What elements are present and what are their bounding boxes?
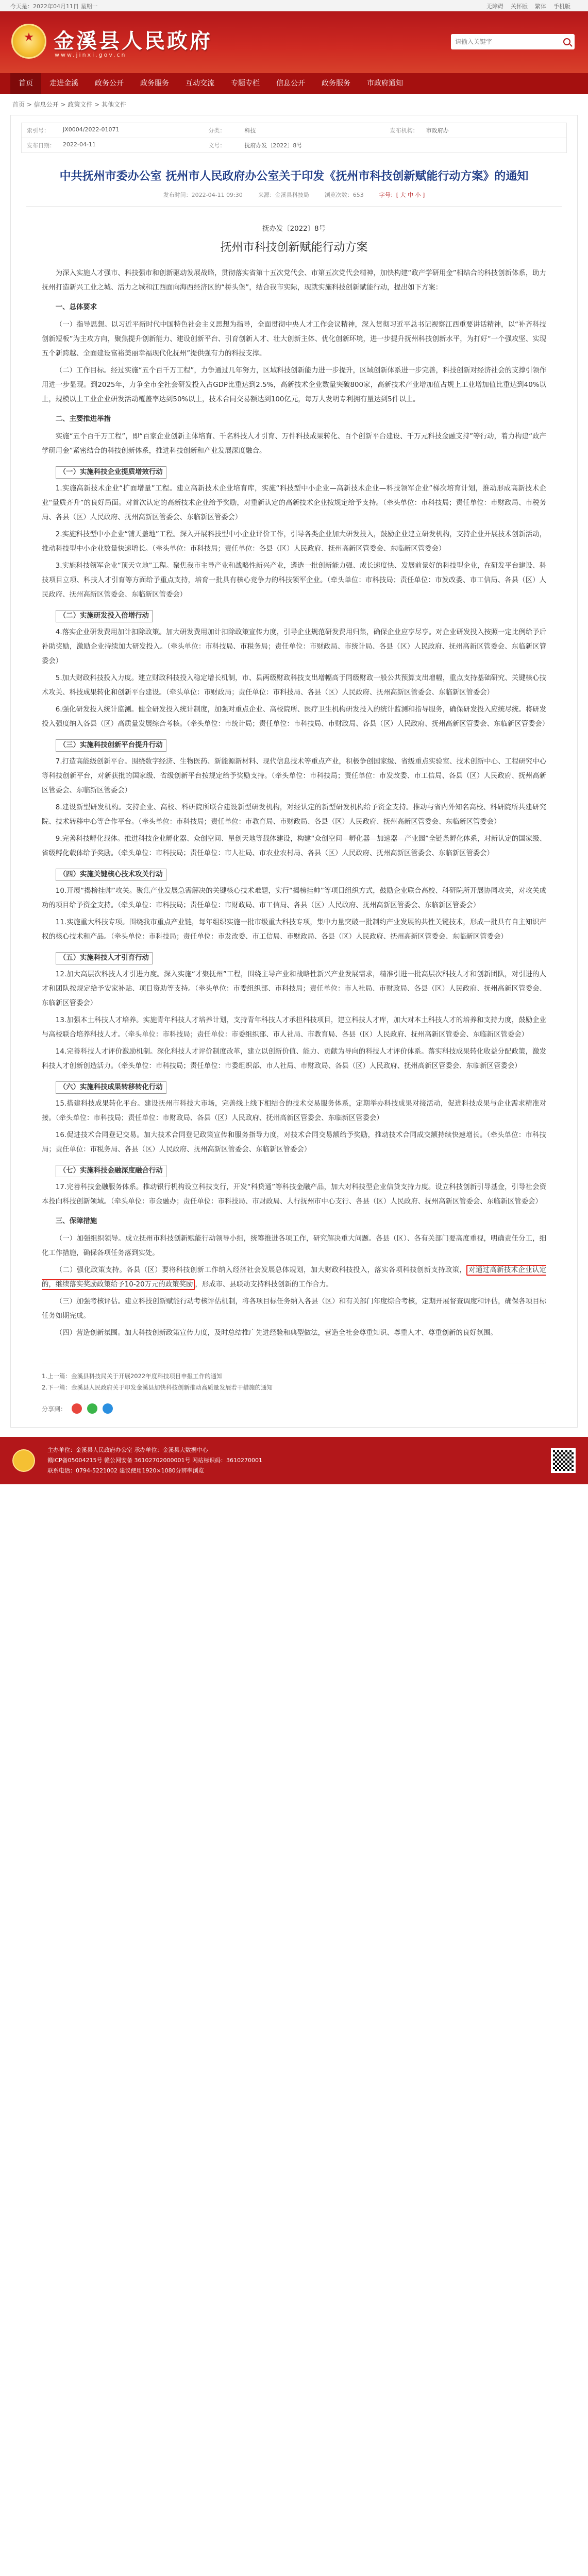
- site-footer: [0, 1437, 588, 1484]
- site-header: [0, 11, 588, 73]
- paragraph-text: 9.完善科技孵化载体。推进科技企业孵化器、众创空间、星创天地等载体建设，构建“众创空间—孵化器—加速器—产业园”全链条孵化体系，对新认定的国家级、省级孵化载体给予奖励。（牵头单位：市科技局；责任单位：市人社局、市农业农村局、各县（区）人民政府、抚州高新区管委会、东临新区管委会）: [42, 835, 546, 858]
- article-content: [11, 207, 577, 1359]
- meta-value: 市政府办: [426, 127, 449, 134]
- paragraph: [42, 1180, 546, 1209]
- meta-key: 分类：: [208, 127, 226, 134]
- top-link[interactable]: 繁体: [535, 3, 546, 10]
- paragraph: [42, 1045, 546, 1074]
- section-heading: 一、总体要求: [55, 303, 97, 312]
- top-link[interactable]: 手机版: [553, 3, 570, 10]
- search-icon[interactable]: [563, 38, 570, 45]
- related-link[interactable]: 2.下一篇：金溪县人民政府关于印发金溪县加快科技创新推动高质量发展若干措施的通知: [42, 1384, 273, 1392]
- paragraph: [42, 832, 546, 861]
- paragraph-text: 8.建设新型研发机构。支持企业、高校、科研院所联合建设新型研发机构，对经认定的新型研发机构给予资金支持。推动与省内外知名高校、科研院所共建研究院、技术转移中心等合作平台。（牵头单位：市科技局；责任单位：市教育局、市财政局、各县（区）人民政府、抚州高新区管委会、东临新区管委会）: [42, 804, 546, 826]
- meta-key: 发布日期：: [27, 142, 55, 149]
- paragraph: [42, 801, 546, 829]
- paragraph: [42, 1295, 546, 1324]
- nav-item[interactable]: 首页: [10, 73, 41, 94]
- subsection-heading: （二）实施研发投入倍增行动: [56, 610, 153, 622]
- subsection-heading: （三）实施科技创新平台提升行动: [56, 739, 166, 752]
- paragraph-text: 3.实施科技领军企业“顶天立地”工程。聚焦我市主导产业和战略性新兴产业，遴选一批创新能力强、成长速度快、发展前景好的科技型企业，在研发平台建设、科技项目立项、科技人才引育等方面给予重点支持，培育一批具有核心竞争力的科技领军企业。（牵头单位：市科技局；责任单位：市发改委、市工信局、各县（区）人民政府、抚州高新区管委会、东临新区管委会）: [42, 562, 546, 599]
- section-heading: 二、主要推进举措: [55, 415, 111, 423]
- paragraph: [42, 1232, 546, 1261]
- paragraph-text: 1.实施高新技术企业“扩面增量”工程。建立高新技术企业培育库，实施“科技型中小企业—高新技术企业—科技领军企业”梯次培育计划，推动形成高新技术企业“量质齐升”的良好局面。对首次认定的高新技术企业给予奖励，对重新认定的高新技术企业按规定给予支持。（牵头单位：市科技局；责任单位：市财政局、市税务局、各县（区）人民政府、抚州高新区管委会、东临新区管委会）: [42, 485, 546, 522]
- paragraph-text: （一）加强组织领导。成立抚州市科技创新赋能行动领导小组，统筹推进各项工作，研究解决重大问题。各县（区）、各有关部门要高度重视，明确责任分工，细化工作措施，确保各项任务落到实处。: [42, 1235, 546, 1258]
- paragraph: [42, 755, 546, 798]
- meta-value: 科技: [244, 127, 256, 134]
- paragraph: [42, 884, 546, 913]
- paragraph: [42, 266, 546, 295]
- footer-line: 赣ICP备05004215号 赣公网安备 36102702000001号 网站标识码：3610270001: [47, 1457, 262, 1464]
- paragraph: [42, 1263, 546, 1292]
- qq-icon[interactable]: [103, 1403, 113, 1414]
- footer-line: 联系电话：0794-5221002 建议使用1920×1080分辨率浏览: [47, 1467, 204, 1475]
- meta-key: 文号：: [208, 142, 226, 149]
- paragraph-text: 10.开展“揭榜挂帅”攻关。聚焦产业发展急需解决的关键核心技术难题，实行“揭榜挂帅”等项目组织方式，鼓励企业联合高校、科研院所开展协同攻关，对攻关成功的项目给予资金支持。（牵头单位：市科技局；责任单位：市财政局、市工信局、各县（区）人民政府、抚州高新区管委会、东临新区管委会）: [42, 887, 546, 910]
- paragraph-text: ，形成市、县联动支持科技创新的工作合力。: [195, 1281, 333, 1289]
- view-count: 浏览次数：653: [324, 192, 364, 199]
- search-box: [451, 34, 575, 49]
- subsection-heading: （五）实施科技人才引育行动: [56, 952, 153, 964]
- meta-key: [390, 141, 426, 149]
- paragraph-text: （一）指导思想。以习近平新时代中国特色社会主义思想为指导，全面贯彻中央人才工作会议精神，深入贯彻习近平总书记视察江西重要讲话精神，以“补齐科技创新短板”为主攻方向，聚焦提升创新能力、建设创新平台、引育创新人才、壮大创新主体、优化创新环境，进一步提升抚州科技创新水平，为打好“一个强攻坚、实现五个新跨越、全面建设富裕美丽幸福现代化抚州”提供强有力的科技支撑。: [42, 321, 546, 358]
- article-body: [42, 266, 549, 1341]
- paragraph-text: （二）强化政策支持。各县（区）要将科技创新工作纳入经济社会发展总体规划，加大财政科技投入，落实各项科技创新支持政策，: [55, 1266, 467, 1275]
- highlighted-text: 对通过高新技术企业认定的，继续落实奖励政策给予10-20万元的政策奖励: [42, 1265, 546, 1290]
- paragraph-text: 2.实施科技型中小企业“铺天盖地”工程。深入开展科技型中小企业评价工作，引导各类企业加大研发投入，鼓励企业建立研发机构，支持企业开展技术创新活动，推动科技型中小企业数量快速增长。（牵头单位：市科技局；责任单位：各县（区）人民政府、抚州高新区管委会、东临新区管委会）: [42, 531, 546, 553]
- top-links: [486, 2, 578, 10]
- meta-cell: [385, 123, 566, 138]
- subsection-heading: （七）实施科技金融深度融合行动: [56, 1165, 166, 1177]
- nav-item[interactable]: 专题专栏: [231, 79, 260, 88]
- nav-item[interactable]: 政务服务: [140, 79, 169, 88]
- nav-item[interactable]: 走进金溪: [49, 79, 78, 88]
- meta-cell: [203, 138, 384, 152]
- weibo-icon[interactable]: [72, 1403, 82, 1414]
- site-title[interactable]: 金溪县人民政府: [54, 29, 212, 53]
- section-heading: 三、保障措施: [55, 1217, 97, 1226]
- footer-line: 主办单位：金溪县人民政府办公室 承办单位：金溪县大数据中心: [47, 1447, 208, 1454]
- meta-cell: [22, 138, 203, 152]
- top-link[interactable]: 无障碍: [486, 3, 503, 10]
- meta-value: 抚府办发〔2022〕8号: [244, 142, 303, 149]
- paragraph-text: 5.加大财政科技投入力度。建立财政科技投入稳定增长机制，市、县两级财政科技支出增幅高于同级财政一般公共预算支出增幅，重点支持基础研究、关键核心技术攻关、科技成果转化和创新平台建设。（牵头单位：市财政局；责任单位：市科技局、各县（区）人民政府、抚州高新区管委会、东临新区管委会）: [42, 674, 546, 697]
- subsection-heading-wrap: [42, 947, 546, 968]
- paragraph: [42, 430, 546, 459]
- search-input[interactable]: [455, 38, 563, 45]
- paragraph: [42, 1128, 546, 1157]
- paragraph-text: 4.落实企业研发费用加计扣除政策。加大研发费用加计扣除政策宣传力度，引导企业规范研发费用归集，确保企业应享尽享。对企业研发投入按照一定比例给予后补助奖励，激励企业持续加大研发投入。（牵头单位：市科技局、市税务局；责任单位：市财政局、市统计局、各县（区）人民政府、抚州高新区管委会、东临新区管委会）: [42, 629, 546, 666]
- paragraph-text: 16.促进技术合同登记交易。加大技术合同登记政策宣传和服务指导力度，对技术合同交易额给予奖励，推动技术合同成交额持续快速增长。（牵头单位：市科技局；责任单位：市税务局、各县（区）人民政府、抚州高新区管委会、东临新区管委会）: [42, 1131, 546, 1154]
- paragraph: [42, 1326, 546, 1341]
- paragraph-text: （四）营造创新氛围。加大科技创新政策宣传力度，及时总结推广先进经验和典型做法，营造全社会尊重知识、尊重人才、尊重创新的良好氛围。: [55, 1329, 497, 1337]
- subsection-heading-wrap: [42, 605, 546, 625]
- meta-value: 2022-04-11: [63, 141, 96, 148]
- article-wrapper: [10, 115, 578, 1428]
- source: 来源：金溪县科技局: [258, 192, 309, 199]
- related-links: [42, 1364, 546, 1393]
- today-date: 今天是：2022年04月11日 星期一: [10, 3, 98, 10]
- font-size-control[interactable]: 字号：[ 大 中 小 ]: [379, 192, 425, 199]
- subsection-heading-wrap: [42, 863, 546, 884]
- publish-time: 发布时间：2022-04-11 09:30: [163, 192, 243, 199]
- footer-text: [47, 1445, 539, 1476]
- subsection-heading-wrap: [42, 1076, 546, 1097]
- share-label: 分享到：: [42, 1405, 67, 1413]
- paragraph-text: 13.加强本土科技人才培养。实施青年科技人才培养计划，支持青年科技人才承担科技项目，建立科技人才库，加大对本土科技人才的培养和支持力度，鼓励企业与高校联合培养科技人才。（牵头单位：市科技局；责任单位：市委组织部、市人社局、市教育局、各县（区）人民政府、抚州高新区管委会、东临新区管委会）: [42, 1016, 546, 1039]
- paragraph: [42, 916, 546, 944]
- paragraph: [42, 559, 546, 602]
- paragraph: [42, 364, 546, 407]
- paragraph: [42, 703, 549, 732]
- subsection-heading-wrap: [42, 734, 546, 755]
- footer-emblem-icon: [12, 1449, 35, 1472]
- paragraph: [42, 1097, 546, 1126]
- meta-key: 发布机构：: [390, 127, 418, 134]
- paragraph-text: 17.完善科技金融服务体系。推动银行机构设立科技支行，开发“科贷通”等科技金融产品，加大对科技型企业信贷支持力度。设立科技创新引导基金，引导社会资本投向科技创新领域。（牵头单位：市金融办；责任单位：市科技局、市财政局、人行抚州市中心支行、各县（区）人民政府、抚州高新区管委会、东临新区管委会）: [42, 1183, 546, 1206]
- paragraph: [42, 968, 546, 1011]
- document-title: 中共抚州市委办公室 抚州市人民政府办公室关于印发《抚州市科技创新赋能行动方案》的通知: [59, 170, 529, 183]
- nav-item[interactable]: 市政府通知: [367, 79, 403, 88]
- qr-code-icon: [551, 1448, 576, 1473]
- paragraph: [42, 1013, 546, 1042]
- paragraph: [42, 528, 546, 556]
- meta-value: [426, 141, 561, 149]
- related-link[interactable]: 1.上一篇：金溪县科技局关于开展2022年度科技项目申报工作的通知: [42, 1372, 223, 1380]
- meta-key: 索引号：: [27, 127, 49, 134]
- national-emblem-icon: [11, 24, 46, 59]
- nav-item[interactable]: 信息公开: [276, 79, 305, 88]
- nav-item[interactable]: 政务公开: [95, 79, 124, 88]
- plan-title: 抚州市科技创新赋能行动方案: [220, 241, 368, 255]
- meta-cell: [203, 123, 384, 138]
- main-nav: [0, 73, 588, 94]
- paragraph-text: 实施“五个百千万工程”，即“百家企业创新主体培育、千名科技人才引育、万件科技成果转化、百个创新平台建设、千万元科技金融支持”等行动，着力构建“政产学研用金”紧密结合的科技创新体系，推进科技创新和产业发展深度融合。: [42, 433, 546, 455]
- subsection-heading: （一）实施科技企业提质增效行动: [56, 466, 166, 479]
- paragraph-text: 12.加大高层次科技人才引进力度。深入实施“才聚抚州”工程，围绕主导产业和战略性新兴产业发展需求，精准引进一批高层次科技人才和创新团队，对引进的人才和团队按规定给予安家补贴、项目资助等支持。（牵头单位：市委组织部、市科技局；责任单位：市人社局、市财政局、各县（区）人民政府、抚州高新区管委会、东临新区管委会）: [42, 971, 546, 1008]
- nav-item[interactable]: 互动交流: [186, 79, 214, 88]
- meta-row: [22, 138, 566, 152]
- wechat-icon[interactable]: [87, 1403, 97, 1414]
- meta-value: JX0004/2022-01071: [63, 126, 120, 133]
- paragraph: [42, 625, 546, 669]
- breadcrumb: 首页 > 信息公开 > 政策文件 > 其他文件: [12, 101, 127, 108]
- paragraph: [42, 318, 546, 361]
- document-number: 抚办发〔2022〕8号: [262, 225, 326, 233]
- paragraph: [42, 482, 546, 525]
- paragraph-text: 为深入实施人才强市、科技强市和创新驱动发展战略，贯彻落实省第十五次党代会、市第五次党代会精神，加快构建“政产学研用金”相结合的科技创新体系，助力抚州打造新兴工业之城、活力之城和江西面向海西经济区的“桥头堡”，结合我市实际，现就实施科技创新赋能行动，提出如下方案：: [42, 269, 546, 292]
- share-bar: [42, 1403, 546, 1414]
- document-info: [26, 191, 562, 207]
- top-bar: [0, 0, 588, 11]
- subsection-heading-wrap: [42, 461, 546, 482]
- meta-cell: [385, 138, 566, 152]
- paragraph-text: （三）加强考核评估。建立科技创新赋能行动考核评估机制，将各项目标任务纳入各县（区）和有关部门年度综合考核，定期开展督查调度和评估，确保各项目标任务如期完成。: [42, 1298, 546, 1320]
- meta-row: [22, 123, 566, 138]
- paragraph: [42, 671, 546, 700]
- subsection-heading: （六）实施科技成果转移转化行动: [56, 1081, 166, 1094]
- site-url: www.jinxi.gov.cn: [55, 52, 127, 58]
- paragraph-text: 15.搭建科技成果转化平台。建设抚州市科技大市场，完善线上线下相结合的技术交易服务体系，定期举办科技成果对接活动，促进科技成果与企业需求精准对接。（牵头单位：市科技局；责任单位：市财政局、各县（区）人民政府、抚州高新区管委会、东临新区管委会）: [42, 1100, 546, 1123]
- paragraph-text: 7.打造高能级创新平台。围绕数字经济、生物医药、新能源新材料、现代信息技术等重点产业，积极争创国家级、省级重点实验室、技术创新中心、工程研究中心等科技创新平台，对新获批的国家级、省级创新平台按规定给予奖励支持。（牵头单位：市科技局；责任单位：市发改委、市工信局、各县（区）人民政府、抚州高新区管委会、东临新区管委会）: [42, 758, 546, 795]
- top-link[interactable]: 关怀版: [511, 3, 528, 10]
- paragraph-text: 11.实施重大科技专项。围绕我市重点产业链，每年组织实施一批市级重大科技专项，集中力量突破一批制约产业发展的共性关键技术，形成一批具有自主知识产权的核心技术和产品。（牵头单位：市科技局；责任单位：市发改委、市工信局、市财政局、各县（区）人民政府、抚州高新区管委会、东临新区管委会）: [42, 919, 546, 941]
- paragraph-text: （二）工作目标。经过实施“五个百千万工程”，力争通过几年努力，区域科技创新能力进一步提升，区域创新体系进一步完善，科技创新对经济社会的支撑引领作用进一步显现。到2025年，力争全市全社会研发投入占GDP比重达到2.5%，高新技术企业数量突破800家，高新技术产业增加值占规上工业增加值比重达到40%以上，规模以上工业企业研发活动覆盖率达到50%以上，技术合同交易额达到100亿元，每万人发明专利拥有量达到5件以上。: [42, 367, 546, 404]
- meta-table: [21, 123, 567, 153]
- nav-item[interactable]: 政务服务: [322, 79, 350, 88]
- subsection-heading-wrap: [42, 1160, 546, 1180]
- paragraph-text: 6.强化研发投入统计监测。健全研发投入统计制度，加强对重点企业、高校院所、医疗卫生机构研发投入的统计监测和指导服务，确保研发投入应统尽统。将研发投入强度纳入各县（区）高质量发展综合考核。（牵头单位：市统计局；责任单位：市科技局、市财政局、各县（区）人民政府、抚州高新区管委会、东临新区管委会）: [42, 706, 549, 728]
- meta-cell: [22, 123, 203, 138]
- subsection-heading: （四）实施关键核心技术攻关行动: [56, 869, 166, 881]
- paragraph-text: 14.完善科技人才评价激励机制。深化科技人才评价制度改革，建立以创新价值、能力、贡献为导向的科技人才评价体系。落实科技成果转化收益分配政策，激发科技人才创新创造活力。（牵头单位：市科技局；责任单位：市委组织部、市人社局、市财政局、各县（区）人民政府、抚州高新区管委会、东临新区管委会）: [42, 1048, 546, 1071]
